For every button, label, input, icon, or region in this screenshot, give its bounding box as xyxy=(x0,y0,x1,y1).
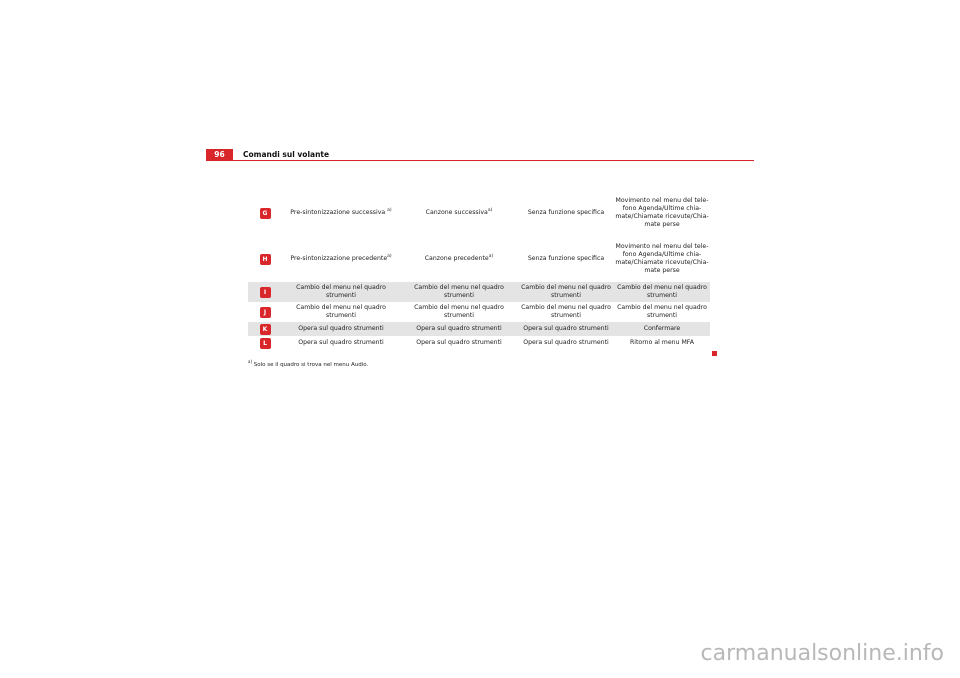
table-cell xyxy=(282,322,400,336)
table-cell xyxy=(282,190,400,236)
key-badge-icon: G xyxy=(260,208,271,219)
cell-text: Pre-sintonizzazione successiva xyxy=(290,209,388,216)
table-cell xyxy=(518,302,614,322)
cell-text: Cambio del menu nel quadro strumenti xyxy=(414,304,504,319)
table-cell xyxy=(614,236,710,282)
table-cell xyxy=(282,302,400,322)
table-cell xyxy=(400,190,518,236)
page-number: 96 xyxy=(206,149,233,161)
table-body xyxy=(248,190,710,350)
header-divider xyxy=(206,160,754,161)
table-cell xyxy=(400,282,518,302)
table-cell xyxy=(518,336,614,350)
cell-text: Opera sul quadro strumenti xyxy=(416,325,502,332)
section-end-mark xyxy=(712,351,717,356)
table-cell xyxy=(614,282,710,302)
footnote-text: Solo se il quadro si trova nel menu Audio. xyxy=(253,362,369,368)
table-cell xyxy=(400,236,518,282)
key-badge-icon: L xyxy=(260,338,271,349)
table-cell xyxy=(282,236,400,282)
key-badge-icon: H xyxy=(260,254,271,265)
table-cell xyxy=(518,236,614,282)
table-cell xyxy=(614,190,710,236)
cell-text: Confermare xyxy=(643,325,681,332)
watermark: carmanualsonline.info xyxy=(700,641,944,666)
table-cell xyxy=(614,336,710,350)
footnote-marker: a) xyxy=(248,359,253,365)
cell-text: Ritorno al menu MFA xyxy=(629,339,695,346)
cell-text: Cambio del menu nel quadro strumenti xyxy=(296,304,386,319)
cell-text: Senza funzione specifica xyxy=(527,255,605,262)
key-badge-icon: J xyxy=(260,307,271,318)
cell-text: Movimento nel menu del tele-fono Agenda/Ultime chia-mate/Chiamate ricevute/Chia-mate perse xyxy=(615,197,709,228)
table-cell xyxy=(400,302,518,322)
table-cell xyxy=(518,282,614,302)
page-header xyxy=(206,149,754,161)
table-row xyxy=(248,322,710,336)
table-row xyxy=(248,282,710,302)
cell-text: Cambio del menu nel quadro strumenti xyxy=(521,304,611,319)
cell-text: Canzone successiva xyxy=(425,209,488,216)
table-row xyxy=(248,302,710,322)
table-cell xyxy=(614,302,710,322)
cell-text: Opera sul quadro strumenti xyxy=(523,339,609,346)
cell-text: Cambio del menu nel quadro strumenti xyxy=(296,284,386,299)
cell-text: Opera sul quadro strumenti xyxy=(298,339,384,346)
cell-text: Cambio del menu nel quadro strumenti xyxy=(617,284,707,299)
table-cell xyxy=(518,322,614,336)
cell-text: Canzone precedente xyxy=(424,255,489,262)
row-key-cell xyxy=(248,236,282,282)
cell-text: Cambio del menu nel quadro strumenti xyxy=(521,284,611,299)
cell-text: Senza funzione specifica xyxy=(527,209,605,216)
cell-text: Pre-sintonizzazione precedente xyxy=(290,255,388,262)
key-badge-icon: I xyxy=(260,287,271,298)
cell-text: Opera sul quadro strumenti xyxy=(523,325,609,332)
table-cell xyxy=(614,322,710,336)
footnote-ref: a) xyxy=(387,253,392,259)
footnote-ref: a) xyxy=(387,207,392,213)
table-cell xyxy=(518,190,614,236)
footnote xyxy=(248,361,368,369)
row-key-cell xyxy=(248,322,282,336)
row-key-cell xyxy=(248,302,282,322)
table-cell xyxy=(282,336,400,350)
table-cell xyxy=(400,336,518,350)
steering-controls-table xyxy=(248,190,710,350)
table-row xyxy=(248,190,710,236)
cell-text: Cambio del menu nel quadro strumenti xyxy=(617,304,707,319)
table-row xyxy=(248,336,710,350)
row-key-cell xyxy=(248,190,282,236)
footnote-ref: a) xyxy=(488,253,494,259)
table-cell xyxy=(282,282,400,302)
cell-text: Movimento nel menu del tele-fono Agenda/Ultime chia-mate/Chiamate ricevute/Chia-mate perse xyxy=(615,243,709,274)
table-row xyxy=(248,236,710,282)
cell-text: Cambio del menu nel quadro strumenti xyxy=(414,284,504,299)
table-cell xyxy=(400,322,518,336)
row-key-cell xyxy=(248,336,282,350)
key-badge-icon: K xyxy=(260,324,271,335)
row-key-cell xyxy=(248,282,282,302)
footnote-ref: a) xyxy=(487,207,493,213)
cell-text: Opera sul quadro strumenti xyxy=(416,339,502,346)
cell-text: Opera sul quadro strumenti xyxy=(298,325,384,332)
page-title: Comandi sul volante xyxy=(243,150,330,159)
